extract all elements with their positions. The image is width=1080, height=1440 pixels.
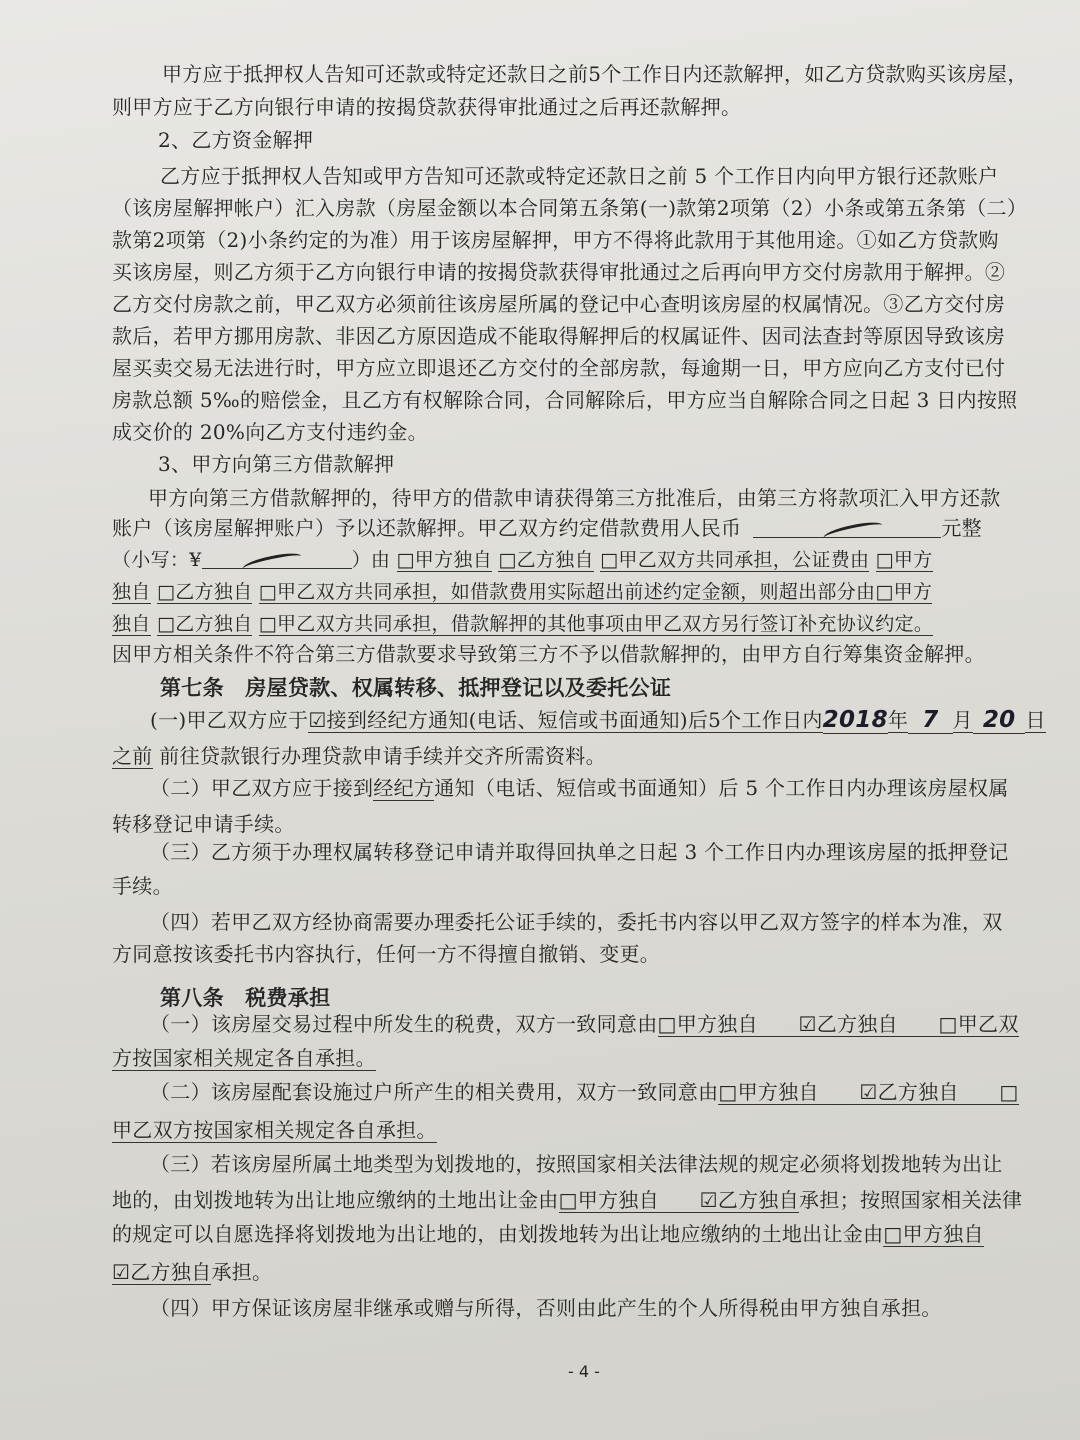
paragraph-line: 方同意按该委托书内容执行，任何一方不得擅自撤销、变更。 <box>112 942 661 966</box>
loan-fee-text: 账户（该房屋解押账户）予以还款解押。甲乙双方约定借款费用人民币 <box>112 516 742 540</box>
checkbox-option: □甲方 <box>875 549 933 571</box>
paragraph-line <box>112 548 933 572</box>
checkbox-option: □乙方独自 <box>156 581 253 603</box>
paragraph-line <box>112 1046 376 1070</box>
checkbox-group: □甲方独自 ☑乙方独自 □ <box>718 1080 1019 1104</box>
paragraph-line: 屋买卖交易无法进行时，甲方应立即退还乙方交付的全部房款，每逾期一日，甲方应向乙方支付已付 <box>112 356 1006 380</box>
date-label: 年 <box>887 708 909 732</box>
handwritten-month: 7 <box>908 707 952 734</box>
paragraph-line <box>112 744 606 768</box>
paragraph-line: （该房屋解押帐户）汇入房款（房屋金额以本合同第五条第(一)款第2项第（2）小条或第五条第（二） <box>112 196 1028 220</box>
paragraph-text: 前往贷款银行办理贷款申请手续并交齐所需资料。 <box>159 744 606 768</box>
date-label: 月 <box>952 708 973 732</box>
paragraph-line: 买该房屋，则乙方须于乙方向银行申请的按揭贷款获得审批通过之后再向甲方交付房款用于解押。② <box>112 260 1006 284</box>
checked-option: ☑乙方独自 <box>112 1260 212 1284</box>
agent-label: 经纪方 <box>373 776 435 800</box>
handwritten-year: 2018 <box>822 707 888 733</box>
checkbox-option: □乙方独自 <box>498 549 594 571</box>
paragraph-line: 乙方应于抵押权人告知或甲方告知可还款或特定还款日之前 5 个工作日内向甲方银行还款账户 <box>160 164 999 188</box>
paragraph-line: 转移登记申请手续。 <box>112 812 295 836</box>
checkbox-option: 方按国家相关规定各自承担。 <box>112 1046 376 1070</box>
page-number: - 4 - <box>568 1362 600 1381</box>
paragraph-line: （三）若该房屋所属土地类型为划拨地的，按照国家相关法律法规的规定必须将划拨地转为出让 <box>150 1152 1003 1176</box>
paragraph-line <box>150 1012 1019 1036</box>
paragraph-text: ）由 <box>351 549 391 571</box>
paragraph-line <box>150 776 1009 800</box>
paragraph-line <box>112 580 932 604</box>
handwritten-slash <box>241 550 302 575</box>
loan-fee-amount-blank <box>753 517 941 538</box>
paragraph-text: 承担。 <box>211 1260 273 1284</box>
lowercase-amount-blank <box>202 548 352 569</box>
article-heading: 第八条 税费承担 <box>160 985 331 1010</box>
handwritten-slash <box>823 519 884 544</box>
paragraph-line <box>112 612 933 636</box>
checkbox-option: 独自 <box>112 613 151 635</box>
checkbox-option: □甲乙双方共同承担，如借款费用实际超出前述约定金额，则超出部分由 <box>258 581 876 603</box>
paragraph-line <box>112 1118 437 1142</box>
paragraph-line: 房款总额 5‰的赔偿金，且乙方有权解除合同，合同解除后，甲方应当自解除合同之日起 3 日内按照 <box>112 388 1018 412</box>
paragraph-line: 款第2项第（2)小条约定的为准）用于该房屋解押，甲方不得将此款用于其他用途。①如乙方贷款购 <box>112 228 999 252</box>
checkbox-option: 独自 <box>112 581 151 603</box>
paragraph-text: 承担；按照国家相关法律 <box>799 1188 1023 1212</box>
checkbox-option: □乙方独自 <box>156 613 253 635</box>
paragraph-line <box>112 1188 1022 1212</box>
paragraph-line: （四）若甲乙双方经协商需要办理委托公证手续的，委托书内容以甲乙双方签字的样本为准，双 <box>150 910 1003 934</box>
paragraph-text: 地的，由划拨地转为出让地应缴纳的土地出让金由 <box>112 1188 559 1212</box>
paragraph-line <box>112 1222 984 1246</box>
checkbox-option: □甲方独自 <box>396 549 492 571</box>
paragraph-line <box>112 516 982 540</box>
checkbox-option: □甲方 <box>875 581 933 603</box>
subsection-heading: 3、甲方向第三方借款解押 <box>158 452 395 476</box>
paragraph-line: （四）甲方保证该房屋非继承或赠与所得，否则由此产生的个人所得税由甲方独自承担。 <box>150 1296 942 1320</box>
paragraph-line: 甲方向第三方借款解押的，待甲方的借款申请获得第三方批准后，由第三方将款项汇入甲方还款 <box>148 486 1001 510</box>
yuan-label: 元整 <box>941 516 982 540</box>
deadline-label: 之前 <box>112 744 153 768</box>
lowercase-label: （小写：¥ <box>112 549 202 571</box>
paragraph-line: 手续。 <box>112 874 173 898</box>
checkbox-group: □甲方独自 ☑乙方独自 □甲乙双 <box>657 1012 1019 1036</box>
paragraph-line: 成交价的 20%向乙方支付违约金。 <box>112 420 428 444</box>
article-heading: 第七条 房屋贷款、权属转移、抵押登记以及委托公证 <box>160 675 672 700</box>
paragraph-line: 甲方应于抵押权人告知可还款或特定还款日之前5个工作日内还款解押，如乙方贷款购买该房屋， <box>162 62 1028 86</box>
paragraph-text: 通知（电话、短信或书面通知）后 5 个工作日内办理该房屋权属 <box>434 776 1009 800</box>
paragraph-line <box>150 1080 1019 1104</box>
paragraph-line: 款后，若甲方挪用房款、非因乙方原因造成不能取得解押后的权属证件、因司法查封等原因导致该房 <box>112 324 1006 348</box>
paragraph-line <box>150 708 1046 732</box>
checkbox-option: □甲方独自 <box>883 1222 984 1246</box>
checkbox-group: □甲方独自 ☑乙方独自 <box>558 1188 800 1212</box>
paragraph-text: （二）该房屋配套设施过户所产生的相关费用，双方一致同意由 <box>150 1080 719 1104</box>
handwritten-day: 20 <box>973 707 1026 734</box>
paragraph-line: （三）乙方须于办理权属转移登记申请并取得回执单之日起 3 个工作日内办理该房屋的抵押登记 <box>150 840 1009 864</box>
paragraph-text: （一）该房屋交易过程中所发生的税费，双方一致同意由 <box>150 1012 658 1036</box>
paragraph-text: 的规定可以自愿选择将划拨地为出让地的，由划拨地转为出让地应缴纳的土地出让金由 <box>112 1222 884 1246</box>
paragraph-text: (一)甲乙双方应于 <box>150 708 309 732</box>
date-label: 日 <box>1025 708 1046 732</box>
paragraph-line <box>112 1260 272 1284</box>
checked-option: ☑接到经纪方通知(电话、短信或书面通知)后5个工作日内 <box>308 708 823 732</box>
paragraph-text: （二）甲乙双方应于接到 <box>150 776 374 800</box>
paragraph-line: 因甲方相关条件不符合第三方借款要求导致第三方不予以借款解押的，由甲方自行筹集资金解押。 <box>112 642 985 666</box>
checkbox-option: □甲乙双方共同承担，借款解押的其他事项由甲乙双方另行签订补充协议约定。 <box>258 613 934 635</box>
paragraph-line: 则甲方应于乙方向银行申请的按揭贷款获得审批通过之后再还款解押。 <box>112 95 742 119</box>
paragraph-line: 乙方交付房款之前，甲乙双方必须前往该房屋所属的登记中心查明该房屋的权属情况。③乙方交付房 <box>112 292 1006 316</box>
subsection-heading: 2、乙方资金解押 <box>158 128 314 152</box>
checkbox-option: □甲乙双方共同承担，公证费由 <box>600 549 870 571</box>
checkbox-option: 甲乙双方按国家相关规定各自承担。 <box>112 1118 437 1142</box>
